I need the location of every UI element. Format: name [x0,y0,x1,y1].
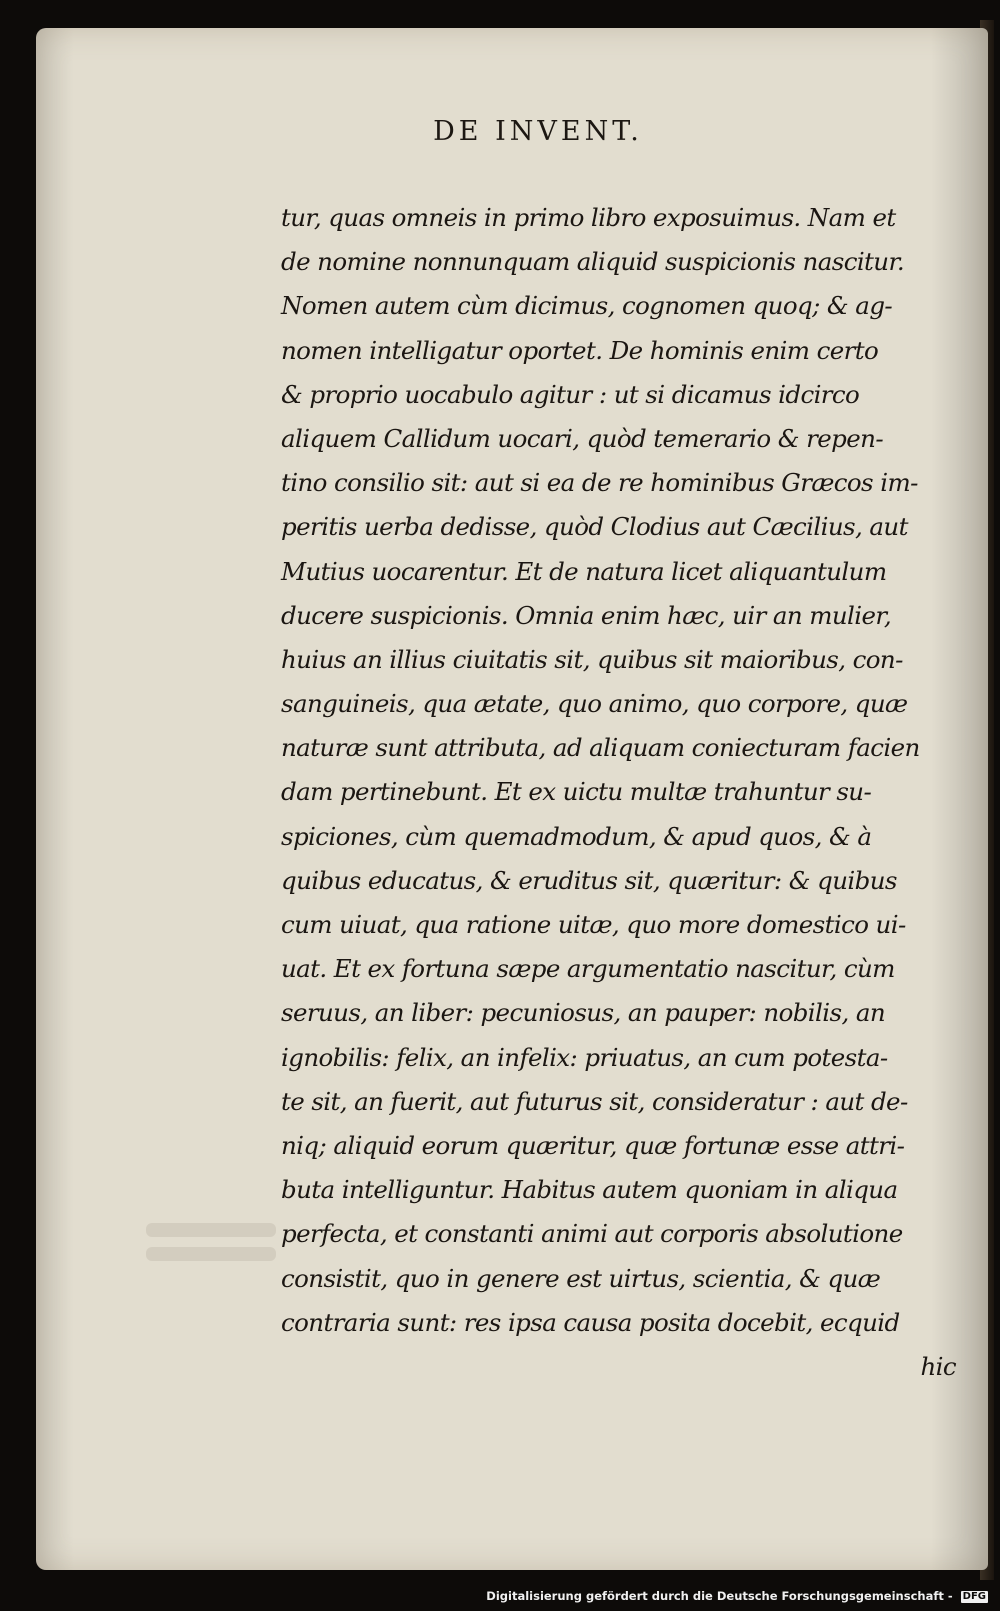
digitization-credit [486,1589,988,1603]
text-line: niq; aliquid eorum quæritur, quæ fortunæ esse attri- [281,1130,905,1160]
show-through-ink [146,1213,276,1293]
text-line: naturæ sunt attributa, ad aliquam coniecturam facien [281,733,920,763]
text-line: Nomen autem cùm dicimus, cognomen quoq; & ag- [281,291,893,321]
text-line: sanguineis, qua ætate, quo animo, quo corpore, quæ [281,689,908,719]
text-line: ignobilis: felix, an infelix: priuatus, an cum potesta- [281,1042,888,1072]
text-line: & proprio uocabulo agitur : ut si dicamus idcirco [281,379,860,409]
text-line: perfecta, et constanti animi aut corporis absolutione [281,1219,903,1249]
text-line: buta intelliguntur. Habitus autem quoniam in aliqua [281,1175,898,1205]
text-line: seruus, an liber: pecuniosus, an pauper: nobilis, an [281,998,886,1028]
text-line: tino consilio sit: aut si ea de re hominibus Græcos im- [281,468,918,498]
text-line: consistit, quo in genere est uirtus, scientia, & quæ [281,1263,881,1293]
text-line: huius an illius ciuitatis sit, quibus sit maioribus, con- [281,644,903,674]
credit-text: Digitalisierung gefördert durch die Deutsche Forschungsgemeinschaft - [486,1589,953,1603]
text-line: ducere suspicionis. Omnia enim hæc, uir an mulier, [281,600,892,630]
text-line: nomen intelligatur oportet. De hominis enim certo [281,335,879,365]
text-line: quibus educatus, & eruditus sit, quæritur: & quibus [281,865,897,895]
text-line: aliquem Callidum uocari, quòd temerario & repen- [281,423,883,453]
text-line: de nomine nonnunquam aliquid suspicionis nascitur. [281,247,905,277]
text-line: tur, quas omneis in primo libro exposuimus. Nam et [281,203,896,232]
catchword: hic [920,1351,956,1381]
text-line: te sit, an fuerit, aut futurus sit, consideratur : aut de- [281,1086,908,1116]
body-text [281,196,956,1389]
text-line: peritis uerba dedisse, quòd Clodius aut Cæcilius, aut [281,512,908,542]
dfg-logo: DFG [962,1590,986,1602]
running-head: DE INVENT. [433,116,643,147]
text-line: cum uiuat, qua ratione uitæ, quo more domestico ui- [281,910,906,939]
text-line: Mutius uocarentur. Et de natura licet aliquantulum [281,556,887,586]
text-line: contraria sunt: res ipsa causa posita docebit, ecquid [281,1307,900,1337]
text-line: uat. Et ex fortuna sæpe argumentatio nascitur, cùm [281,954,895,984]
book-page [36,28,988,1570]
text-line: dam pertinebunt. Et ex uictu multæ trahuntur su- [281,777,872,807]
text-line: spiciones, cùm quemadmodum, & apud quos, & à [281,821,872,851]
